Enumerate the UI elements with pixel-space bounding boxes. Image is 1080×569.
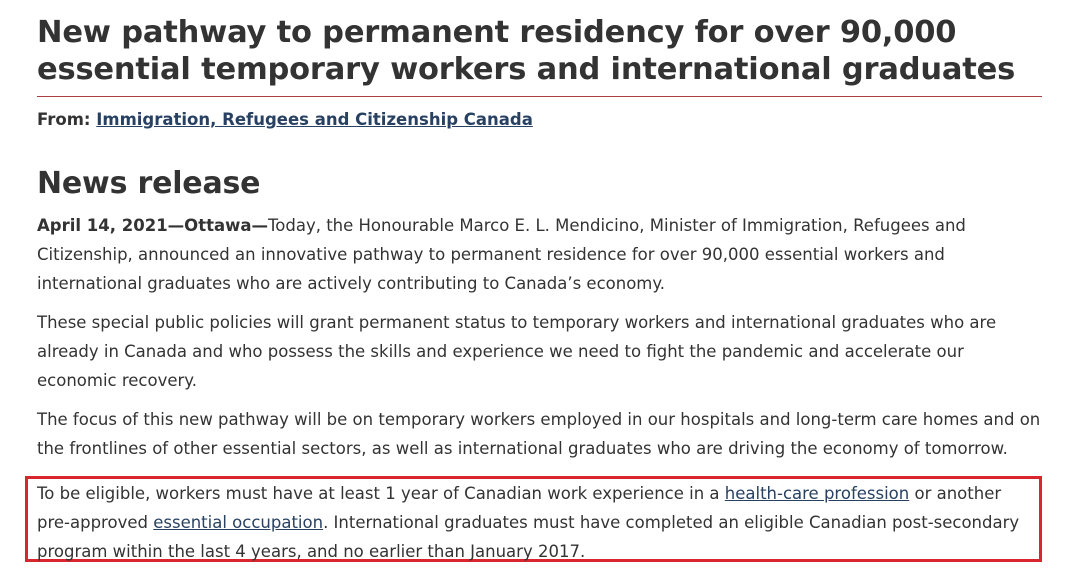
from-line — [37, 109, 1042, 131]
paragraph-4 — [37, 479, 1037, 566]
page-title: New pathway to permanent residency for over 90,000 essential temporary workers and international graduates — [37, 15, 1016, 87]
paragraph-3: The focus of this new pathway will be on temporary workers employed in our hospitals and long-term care homes and on the frontlines of other essential sectors, as well as international graduates who are driving the economy of tomorrow. — [37, 410, 1041, 458]
section-heading: News release — [37, 166, 261, 201]
department-link[interactable]: Immigration, Refugees and Citizenship Canada — [96, 110, 533, 129]
highlighted-eligibility-box — [25, 476, 1042, 562]
essential-occupation-link[interactable]: essential occupation — [153, 513, 324, 532]
paragraph-4-text-a: To be eligible, workers must have at least 1 year of Canadian work experience in a — [37, 484, 725, 503]
dateline: April 14, 2021—Ottawa— — [37, 216, 268, 235]
health-care-profession-link[interactable]: health-care profession — [724, 484, 910, 503]
paragraph-1-text: Today, the Honourable Marco E. L. Mendicino, Minister of Immigration, Refugees and Citizenship, announced an innovative pathway to permanent residence for over 90,000 essential workers and international graduates who are actively contributing to Canada’s economy. — [37, 216, 966, 293]
paragraph-4-text-b: or another pre-approved — [37, 484, 1002, 532]
paragraph-1 — [37, 211, 1042, 298]
paragraph-4-text-c: . International graduates must have completed an eligible Canadian post-secondary program within the last 4 years, and no earlier than January 2017. — [37, 513, 1020, 561]
title-divider — [37, 96, 1042, 97]
from-label: From: — [37, 110, 91, 129]
news-article — [37, 14, 1042, 463]
paragraph-2: These special public policies will grant permanent status to temporary workers and international graduates who are already in Canada and who possess the skills and experience we need to fight the pandemic and accelerate our economic recovery. — [37, 313, 997, 390]
